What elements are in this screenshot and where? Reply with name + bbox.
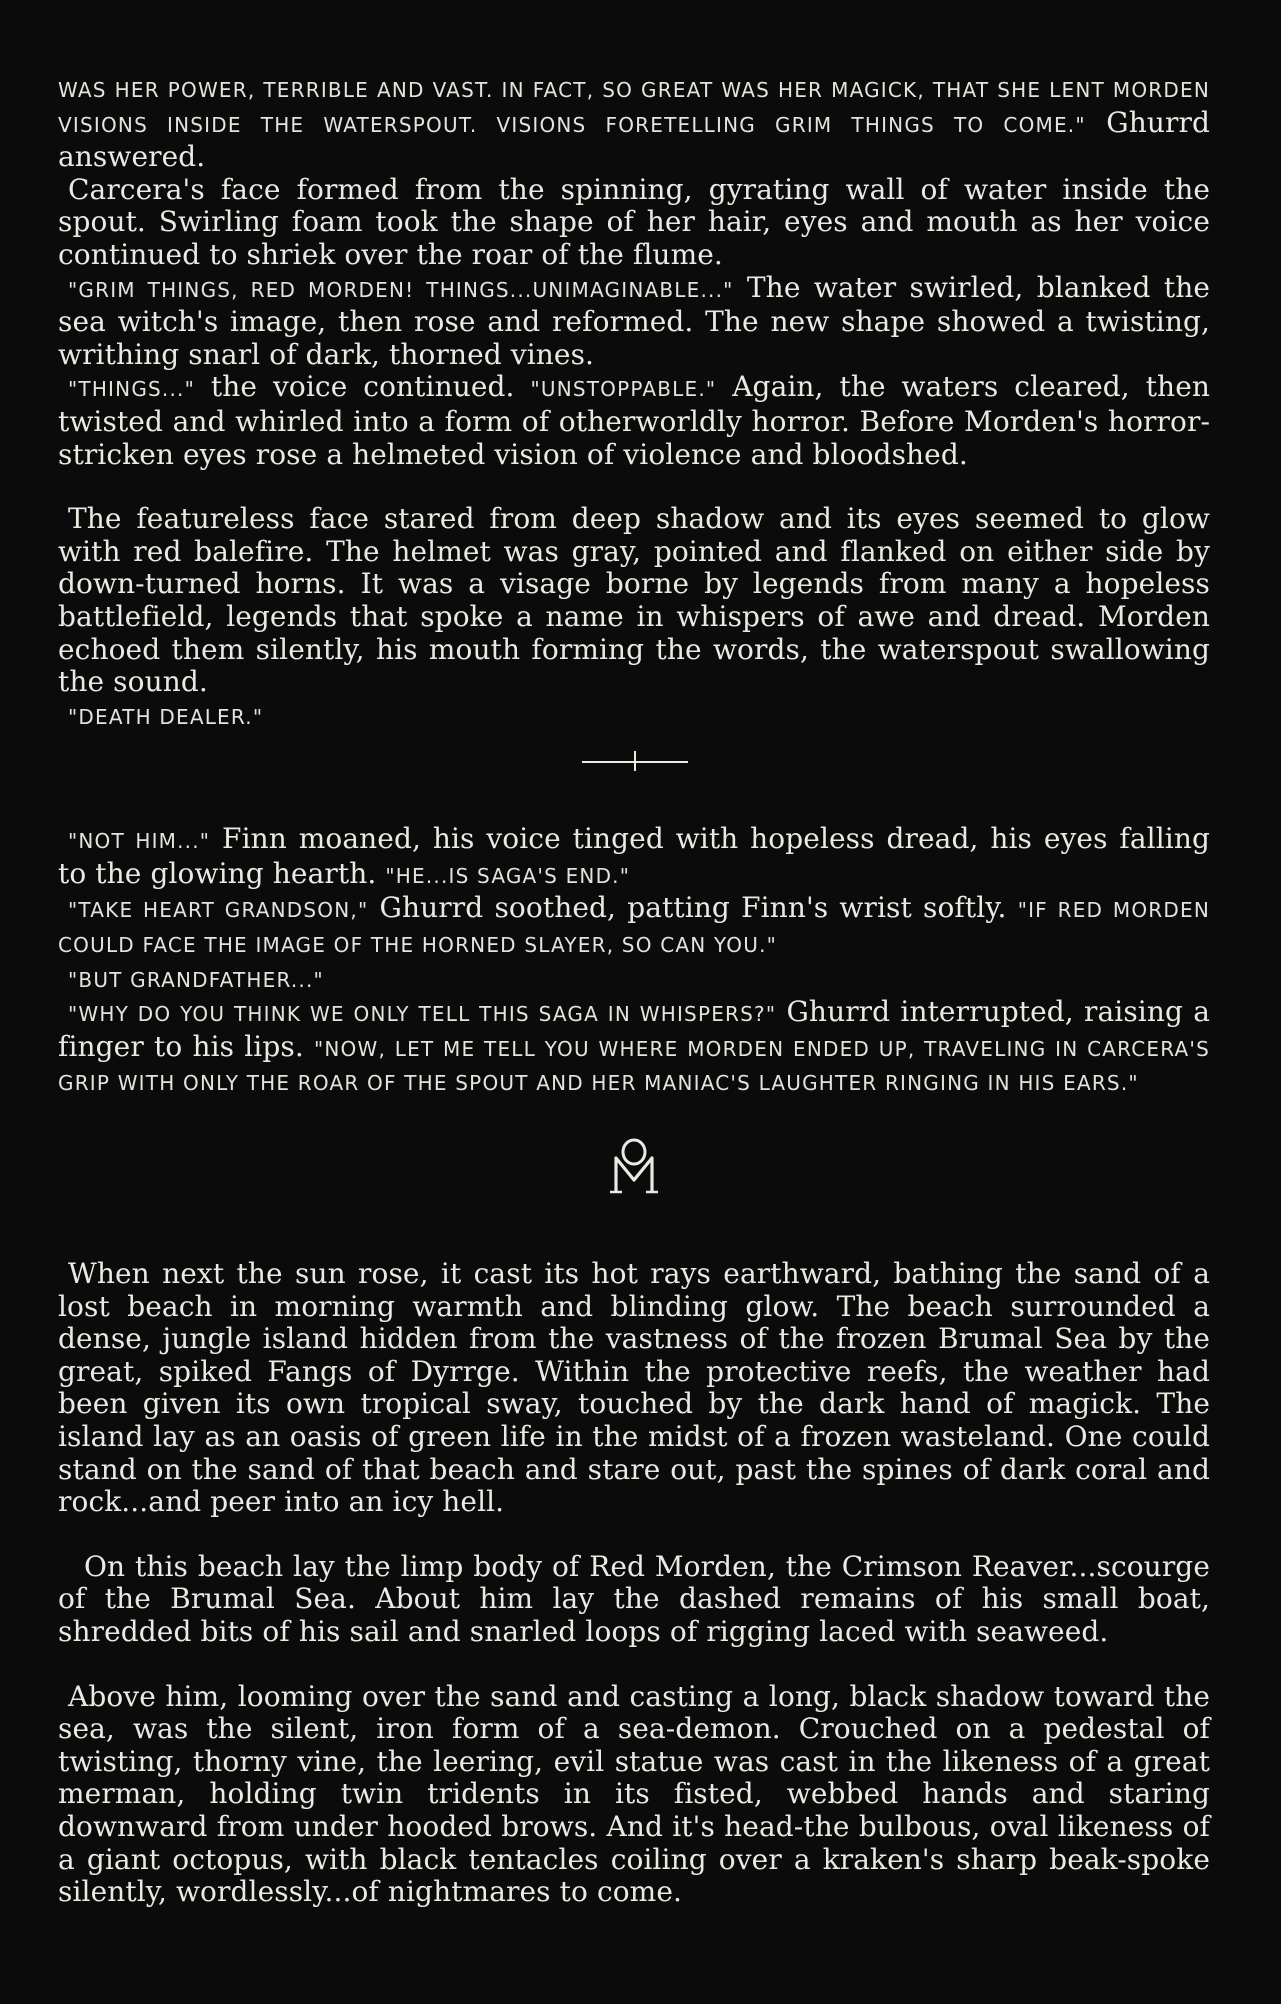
why-paragraph <box>58 996 1210 1100</box>
featureless-paragraph: The featureless face stared from deep shadow and its eyes seemed to glow with red balefire. The helmet was gray, pointed and flanked on either side by down-turned horns. It was a visage borne by legends from many a hopeless battlefield, legends that spoke a name in whispers of awe and dread. Morden echoed them silently, his mouth forming the words, the waterspout swallowing the sound. <box>58 502 1210 699</box>
opening-caps: WAS HER POWER, TERRIBLE AND VAST. IN FACT, SO GREAT WAS HER MAGICK, THAT SHE LENT MORDEN VISIONS INSIDE THE WATERSPOUT. VISIONS FORETELLING GRIM THINGS TO COME." <box>58 78 1210 137</box>
things-caps-1: "THINGS..." <box>68 377 195 402</box>
why-text-1: Ghurrd interrupted, raising a finger to his lips. <box>58 995 1210 1063</box>
grim-paragraph <box>58 272 1210 372</box>
face-paragraph: Carcera's face formed from the spinning, gyrating wall of water inside the spout. Swirling foam took the shape of her hair, eyes and mouth as her voice continued to shriek over the roar of the flume. <box>58 172 1210 271</box>
paragraph-gap <box>58 471 1210 503</box>
but-paragraph <box>58 962 1210 997</box>
why-caps-2: "NOW, LET ME TELL YOU WHERE MORDEN ENDED UP, TRAVELING IN CARCERA'S GRIP WITH ONLY THE ROAR OF THE SPOUT AND HER MANIAC'S LAUGHTER RINGING IN HIS EARS." <box>58 1036 1210 1096</box>
monogram-icon <box>58 1130 1210 1210</box>
why-caps-1: "WHY DO YOU THINK WE ONLY TELL THIS SAGA IN WHISPERS?" <box>68 1002 777 1027</box>
beach-paragraph: On this beach lay the limp body of Red Morden, the Crimson Reaver...scourge of the Brumal Sea. About him lay the dashed remains of his small boat, shredded bits of his sail and snarled loops of rigging laced with seaweed. <box>58 1549 1210 1648</box>
paragraph-gap <box>58 1519 1210 1551</box>
but-caps: "BUT GRANDFATHER..." <box>68 967 324 992</box>
things-caps-2: "UNSTOPPABLE." <box>530 377 717 402</box>
opening-paragraph <box>58 72 1210 174</box>
not-him-caps-1: "NOT HIM..." <box>68 829 211 854</box>
things-paragraph <box>58 371 1210 471</box>
cross-divider-icon <box>58 743 1210 783</box>
monogram-svg <box>606 1136 662 1196</box>
grim-text: The water swirled, blanked the sea witch's image, then rose and reformed. The new shape showed a twisting, writhing snarl of dark, thorned vines. <box>58 270 1210 371</box>
paragraph-gap <box>58 1649 1210 1681</box>
things-text-1: the voice continued. <box>194 370 531 404</box>
above-paragraph: Above him, looming over the sand and casting a long, black shadow toward the sea, was the silent, iron form of a sea-demon. Crouched on a pedestal of twisting, thorny vine, the leering, evil statue was cast in the likeness of a great merman, holding twin tridents in its fisted, webbed hands and staring downward from under hooded brows. And it's head-the bulbous, oval likeness of a giant octopus, with black tentacles coiling over a kraken's sharp beak-spoke silently, wordlessly...of nightmares to come. <box>58 1679 1210 1909</box>
grim-caps: "GRIM THINGS, RED MORDEN! THINGS...UNIMAGINABLE..." <box>68 277 734 302</box>
divider-tick <box>634 751 636 771</box>
take-heart-caps-1: "TAKE HEART GRANDSON," <box>68 898 369 923</box>
not-him-text-1: Finn moaned, his voice tinged with hopeless dread, his eyes falling to the glowing hearth. <box>58 822 1210 890</box>
things-text-2: Again, the waters cleared, then twisted and whirled into a form of otherworldly horror. Before Morden's horror-stricken eyes rose a helmeted vision of violence and bloodshed. <box>58 370 1210 471</box>
sun-paragraph: When next the sun rose, it cast its hot rays earthward, bathing the sand of a lost beach in morning warmth and blinding glow. The beach surrounded a dense, jungle island hidden from the vastness of the frozen Brumal Sea by the great, spiked Fangs of Dyrrge. Within the protective reefs, the weather had been given its own tropical sway, touched by the dark hand of magick. The island lay as an oasis of green life in the midst of a frozen wasteland. One could stand on the sand of that beach and stare out, past the spines of dark coral and rock...and peer into an icy hell. <box>58 1257 1210 1519</box>
opening-tail: Ghurrd answered. <box>58 105 1210 174</box>
death-dealer-caps: "DEATH DEALER." <box>68 704 264 729</box>
take-heart-paragraph <box>58 892 1210 961</box>
not-him-paragraph <box>58 823 1210 892</box>
take-heart-caps-2: "IF RED MORDEN COULD FACE THE IMAGE OF THE HORNED SLAYER, SO CAN YOU." <box>58 898 1210 958</box>
not-him-caps-2: "HE...IS SAGA'S END." <box>385 863 631 888</box>
death-dealer-line <box>58 699 1210 734</box>
take-heart-text-1: Ghurrd soothed, patting Finn's wrist softly. <box>368 891 1018 925</box>
story-page <box>58 72 1210 1909</box>
